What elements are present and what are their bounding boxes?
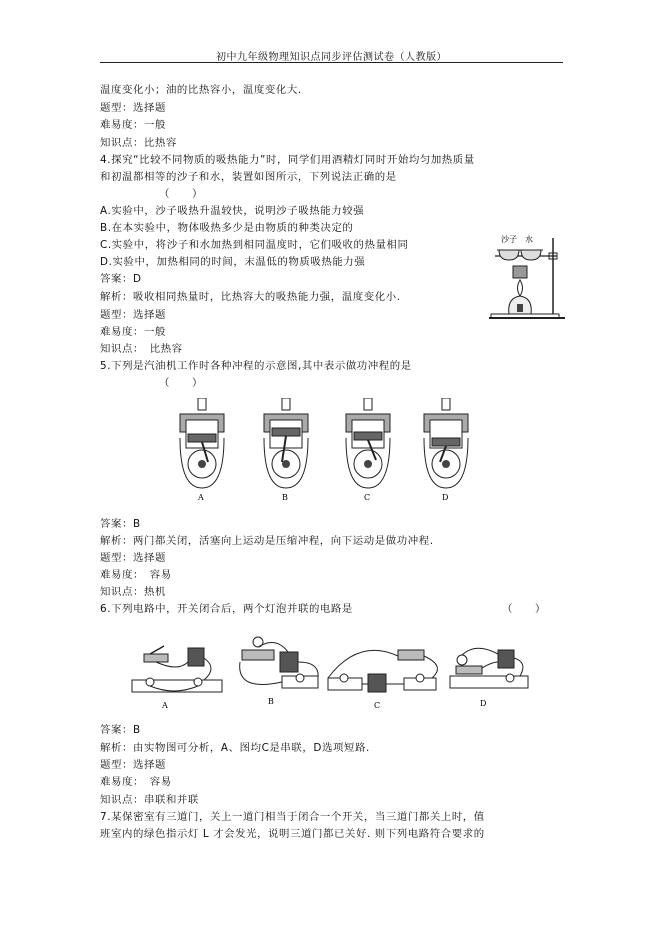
circuit-diagram-d	[450, 648, 528, 708]
circuit-figure	[128, 632, 532, 712]
engine-label: D	[442, 493, 449, 502]
question-4-stem: 4.探究“比较不同物质的吸热能力”时，同学们用酒精灯同时开始均匀加热质量	[100, 154, 475, 166]
question-7-stem: 7.某保密室有三道门，关上一道门相当于闭合一个开关，当三道门都关上时，值	[100, 811, 485, 823]
engine-label: B	[282, 493, 288, 502]
explanation-line: 解析：由实物图可分析，A、图均C是串联，D选项短路.	[100, 742, 370, 754]
question-6-stem: 6.下列电路中，开关闭合后，两个灯泡并联的电路是	[100, 603, 353, 615]
answer-line: 答案：B	[100, 724, 141, 736]
page-header-title: 初中九年级物理知识点同步评估测试卷（人教版）	[216, 52, 447, 63]
answer-line: 答案：D	[100, 273, 142, 285]
circuit-label: A	[162, 701, 168, 710]
text-line: 难易度：一般	[100, 119, 166, 131]
circuit-diagram-b	[240, 637, 318, 706]
option-c: C.实验中，将沙子和水加热到相同温度时，它们吸收的热量相同	[100, 239, 409, 251]
text-line: 难易度： 容易	[100, 776, 172, 788]
label-water: 水	[525, 235, 533, 244]
circuit-diagram-c	[328, 650, 437, 710]
answer-blank: （ ）	[502, 603, 546, 615]
circuit-diagram-a	[132, 646, 222, 710]
option-a: A.实验中，沙子吸热升温较快，说明沙子吸热能力较强	[100, 205, 365, 217]
text-line: 题型：选择题	[100, 309, 166, 321]
text-line: 知识点：串联和并联	[100, 794, 199, 806]
text-line: 知识点： 比热容	[100, 343, 183, 355]
engine-label: C	[364, 493, 371, 502]
answer-blank: （ ）	[159, 188, 203, 200]
answer-line: 答案：B	[100, 518, 141, 530]
engine-diagram-b	[264, 398, 308, 502]
label-sand: 沙子	[501, 235, 517, 244]
question-5-stem: 5.下列是汽油机工作时各种冲程的示意图,其中表示做功冲程的是	[100, 360, 412, 372]
question-4-stem: 和初温都相等的沙子和水，装置如图所示，下列说法正确的是	[100, 171, 397, 183]
text-line: 题型：选择题	[100, 552, 166, 564]
text-line: 知识点：比热容	[100, 137, 177, 149]
heating-apparatus-figure	[487, 230, 567, 322]
explanation-line: 解析：吸收相同热量时，比热容大的吸热能力强，温度变化小.	[100, 291, 401, 303]
header-rule	[100, 62, 563, 63]
option-b: B.在本实验中，物体吸热多少是由物质的种类决定的	[100, 222, 354, 234]
explanation-line: 解析：两门都关闭，活塞向上运动是压缩冲程，向下运动是做功冲程.	[100, 535, 434, 547]
text-line: 知识点：热机	[100, 586, 166, 598]
text-line: 题型：选择题	[100, 759, 166, 771]
text-line: 题型：选择题	[100, 102, 166, 114]
answer-blank: （ ）	[159, 377, 203, 389]
option-d: D.实验中，加热相同的时间，末温低的物质吸热能力强	[100, 256, 366, 268]
question-7-stem: 班室内的绿色指示灯 L 才会发光，说明三道门都已关好. 则下列电路符合要求的	[100, 828, 485, 840]
circuit-label: C	[374, 701, 381, 710]
engine-diagram-d	[424, 398, 468, 502]
circuit-label: B	[268, 697, 274, 706]
engine-diagram-c	[346, 398, 390, 502]
circuit-label: D	[480, 699, 487, 708]
text-line: 难易度：一般	[100, 326, 166, 338]
engine-label: A	[198, 493, 204, 502]
engine-strokes-figure	[170, 398, 470, 504]
engine-diagram-a	[180, 398, 224, 502]
text-line: 温度变化小；油的比热容小，温度变化大.	[100, 84, 302, 96]
text-line: 难易度： 容易	[100, 569, 172, 581]
